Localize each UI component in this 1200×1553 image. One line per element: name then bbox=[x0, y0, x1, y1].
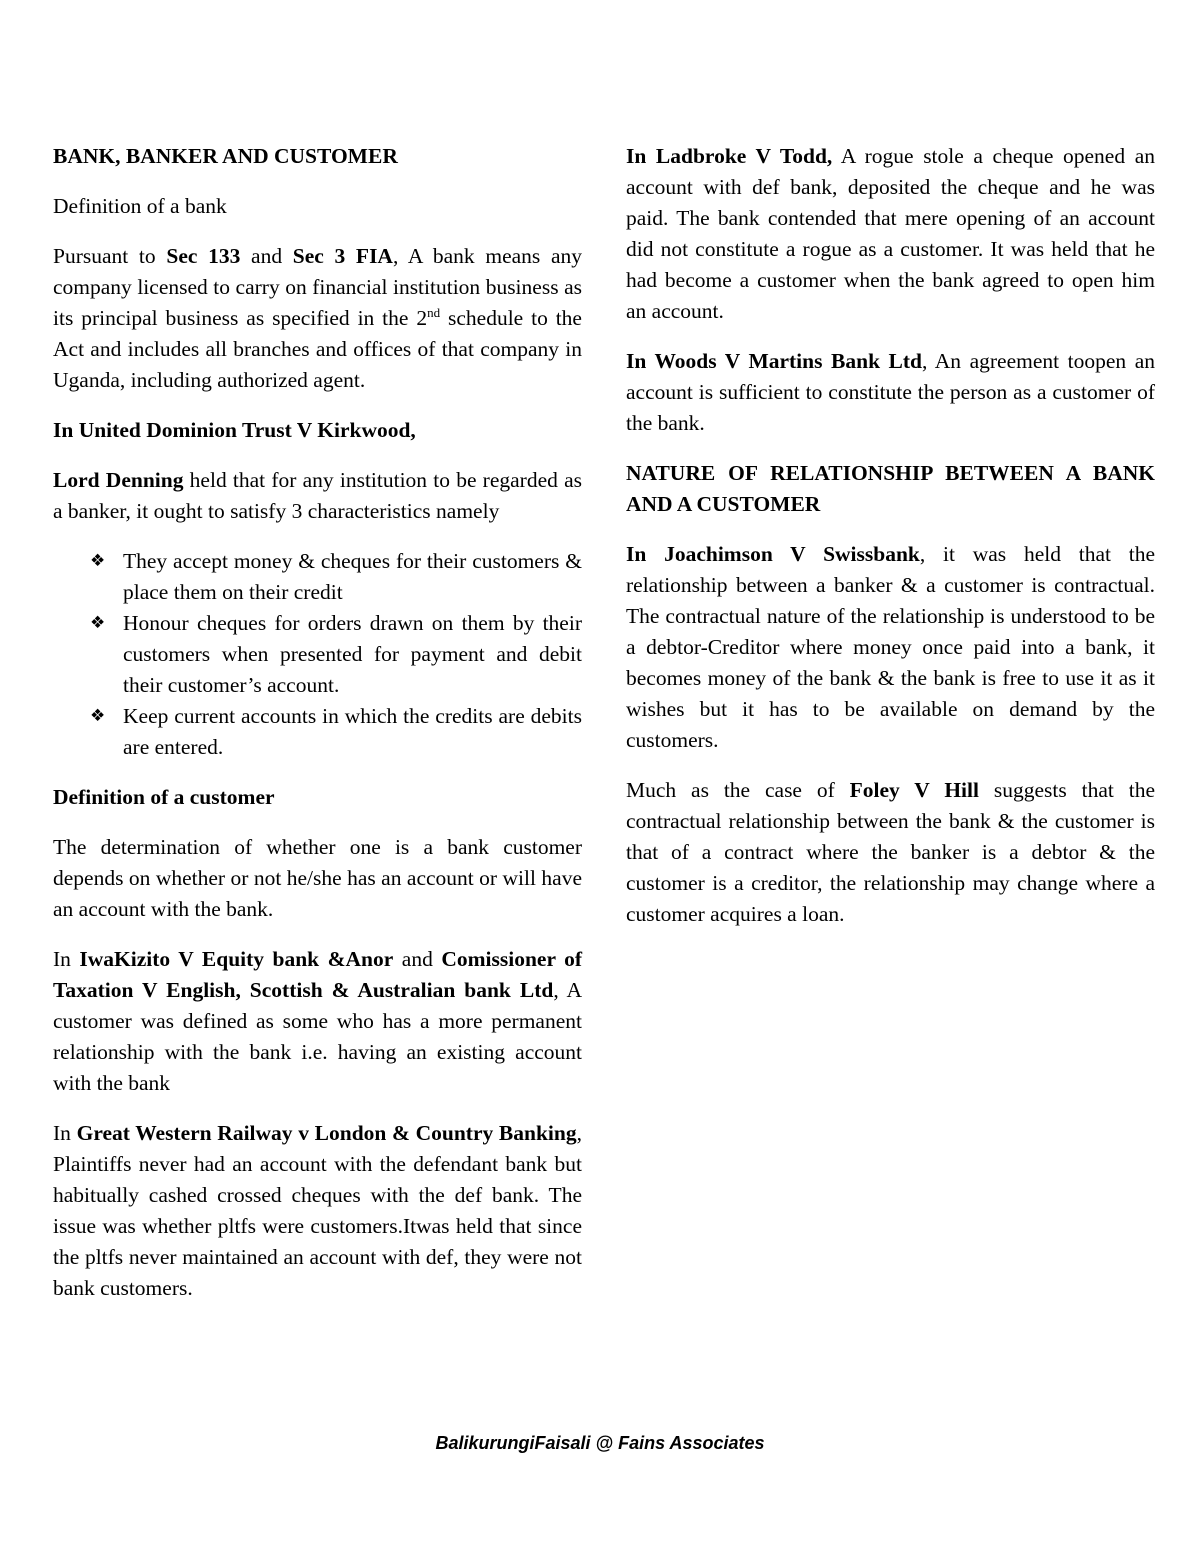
diamond-bullet-icon: ❖ bbox=[90, 551, 106, 571]
list-item: ❖ Honour cheques for orders drawn on them by their customers when presented for payment and debit their customer’s account. bbox=[53, 608, 582, 701]
case-united-dominion-trust: In United Dominion Trust V Kirkwood, bbox=[53, 418, 416, 442]
iwakizito-case-paragraph: In IwaKizito V Equity bank &Anor and Comissioner of Taxation V English, Scottish & Australian bank Ltd, A customer was defined as some who has a more permanent relationship with the bank i.e. having an existing account with the bank bbox=[53, 947, 582, 1095]
left-column bbox=[53, 141, 582, 1323]
ladbroke-todd-paragraph: In Ladbroke V Todd, A rogue stole a cheque opened an account with def bank, deposited the cheque and he was paid. The bank contended that mere opening of an account did not constitute a rogue as a customer. It was held that he had become a customer when the bank agreed to open him an account. bbox=[626, 144, 1155, 323]
foley-hill-paragraph: Much as the case of Foley V Hill suggests that the contractual relationship between the bank & the customer is that of a contract where the banker is a debtor & the customer is a creditor, the relationship may change where a customer acquires a loan. bbox=[626, 778, 1155, 926]
nature-of-relationship-heading: NATURE OF RELATIONSHIP BETWEEN A BANK AND A CUSTOMER bbox=[626, 461, 1155, 516]
diamond-bullet-icon: ❖ bbox=[90, 613, 106, 633]
customer-determination-paragraph: The determination of whether one is a bank customer depends on whether or not he/she has an account or will have an account with the bank. bbox=[53, 835, 582, 921]
right-column bbox=[626, 141, 1155, 949]
diamond-bullet-icon: ❖ bbox=[90, 706, 106, 726]
joachimson-paragraph: In Joachimson V Swissbank, it was held that the relationship between a banker & a customer is contractual. The contractual nature of the relationship is understood to be a debtor-Creditor where money once paid into a bank, it becomes money of the bank & the bank is free to use it as it wishes but it has to be available on demand by the customers. bbox=[626, 542, 1155, 752]
definition-of-customer-heading: Definition of a customer bbox=[53, 785, 275, 809]
lord-denning-paragraph: Lord Denning held that for any institution to be regarded as a banker, it ought to satisfy 3 characteristics namely bbox=[53, 468, 582, 523]
bank-definition-paragraph: Pursuant to Sec 133 and Sec 3 FIA, A bank means any company licensed to carry on financial institution business as its principal business as specified in the 2nd schedule to the Act and includes all branches and offices of that company in Uganda, including authorized agent. bbox=[53, 244, 583, 392]
list-item: ❖ They accept money & cheques for their customers & place them on their credit bbox=[53, 546, 582, 608]
page-footer: BalikurungiFaisali @ Fains Associates bbox=[435, 1433, 765, 1453]
woods-martins-paragraph: In Woods V Martins Bank Ltd, An agreement toopen an account is sufficient to constitute the person as a customer of the bank. bbox=[626, 349, 1155, 435]
bank-characteristics-list bbox=[53, 546, 582, 763]
list-item: ❖ Keep current accounts in which the credits are debits are entered. bbox=[53, 701, 582, 763]
definition-of-bank-heading: Definition of a bank bbox=[53, 194, 227, 218]
great-western-railway-paragraph: In Great Western Railway v London & Country Banking, Plaintiffs never had an account with the defendant bank but habitually cashed crossed cheques with the def bank. The issue was whether pltfs were customers.Itwas held that since the pltfs never maintained an account with def, they were not bank customers. bbox=[53, 1121, 582, 1300]
document-title: BANK, BANKER AND CUSTOMER bbox=[53, 144, 398, 168]
